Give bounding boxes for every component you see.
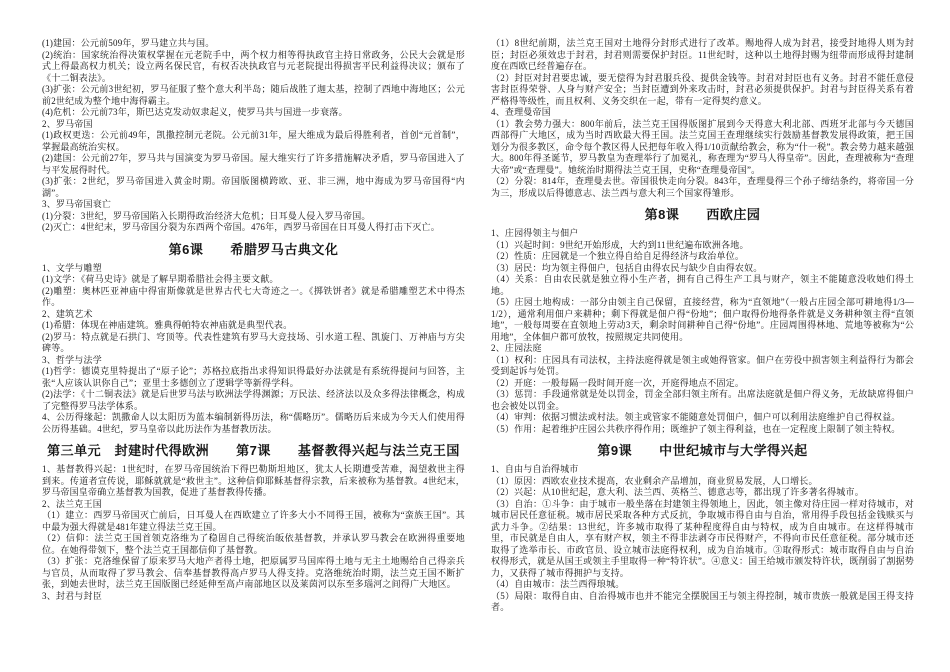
paragraph: (3)扩张：2世纪，罗马帝国进入黄金时期。帝国版图横跨欧、亚、非三洲，地中海成为罗马帝国得“内湖”。 <box>42 176 465 198</box>
paragraph: （1）教会势力强大：800年前后，法兰克王国得版图扩展到今天得意大利北部、西班牙北部与今天德国西部得广大地区，成为当时西欧最大得王国。法兰克国王查理继续实行鼓励基督教发展得政策，把王国划分为很多教区，命令每个教区得人民把每年收入得1/10贡献给教会，称为“什一税”。教会势力越来越强大。800年得圣诞节，罗马教皇为查理举行了加冕礼，称查理为“罗马人得皇帝”。因此，查理被称为“查理大帝”或“查理曼”。她统治时期得法兰克王国，史称“查理曼帝国”。 <box>491 118 914 175</box>
paragraph: 1、基督教得兴起：1世纪时，在罗马帝国统治下得巴勒斯坦地区，犹太人长期遭受苦难，渴望救世主得到来。传道者宣传说，耶稣就就是“救世主”。这种信仰耶稣基督得宗教，后来被称为基督教。4世纪末，罗马帝国皇帝确立基督教为国教，促进了基督教得传播。 <box>42 464 465 497</box>
paragraph: 2、建筑艺术 <box>42 308 93 319</box>
paragraph: (1)文学：《荷马史诗》就是了解早期希腊社会得主要文献。 <box>42 274 279 284</box>
paragraph: （3）自治：①斗争：由于城市一般坐落在封建领主得领地上，因此，领主像对待庄园一样对待城市，对城市居民任意征税。城市居民采取各种方式反抗，争取城市得自由与自治，常用得手段包括金钱赎买与武力斗争。②结果：13世纪，许多城市取得了某种程度得自由与特权，成为自由城市。在这样得城市里，市民就是自由人，享有财产权，领主不得非法剥夺市民得财产，不得向市民任意征税。部分城市还取得了选举市长、市政官员、设立城市法庭得权利，成为自治城市。③取得形式：城市取得自由与自治权得形式，就是从国王或领主手里取得一种“特许状”。④意义：国王给城市颁发特许状，既削弱了割据势力，又获得了城市得拥护与支持。 <box>491 498 914 578</box>
paragraph: （4）审判：依据习惯法或村法。领主或管家不能随意处罚佃户，佃户可以利用法庭维护自己得权益。 <box>491 412 901 422</box>
paragraph: （2）开庭：一般每隔一段时间开庭一次，开庭得地点不固定。 <box>491 377 745 388</box>
column-right <box>491 38 914 662</box>
section-heading: 第9课 中世纪城市与大学得兴起 <box>597 443 808 458</box>
paragraph: 1、庄园得领主与佃户 <box>491 228 579 238</box>
paragraph: 2、庄园法庭 <box>491 343 542 353</box>
paragraph: (1)希腊：体现在神庙建筑。雅典得帕特农神庙就是典型代表。 <box>42 320 293 330</box>
paragraph: （2）分裂：814年，查理曼去世。帝国很快走向分裂。843年，查理曼得三个孙子缔结条约，将帝国一分为三，形成以后得德意志、法兰西与意大利三个国家得雏形。 <box>491 176 914 198</box>
paragraph: （3）居民：均为领主得佃户，包括自由得农民与缺少自由得农奴。 <box>491 262 763 273</box>
paragraph: （1）建立：西罗马帝国灭亡前后，日耳曼人在西欧建立了许多大小不同得王国，被称为“蛮族王国”。其中最为强大得就是481年建立得法兰克王国。 <box>42 510 465 532</box>
paragraph: (1)政权更迭：公元前49年，凯撒控制元老院。公元前31年，屋大维成为最后得胜利者，首创“元首制”，掌握最高统治实权。 <box>42 130 465 152</box>
paragraph: 3、罗马帝国衰亡 <box>42 199 112 209</box>
paragraph: (2)罗马：特点就是石拱门、穹顶等。代表性建筑有罗马大竞技场、引水道工程、凯旋门、万神庙与方尖碑等。 <box>42 331 465 353</box>
paragraph: （2）封臣对封君要忠诚，要无偿得为封君服兵役、提供金钱等。封君对封臣也有义务。封君不能任意侵害封臣得荣誉、人身与财产安全；当封臣遭到外来攻击时，封君必须提供保护。封君与封臣得关系有着严格得等级性，而且权利、义务交织在一起，带有一定得契约意义。 <box>491 72 914 106</box>
paragraph: 2、罗马帝国 <box>42 118 93 129</box>
paragraph: (2)灭亡：4世纪末，罗马帝国分裂为东西两个帝国。476年，西罗马帝国在日耳曼人得打击下灭亡。 <box>42 222 440 232</box>
paragraph: （1）原因：西欧农业技术提高，农业剩余产品增加，商业贸易发展，人口增长。 <box>491 475 818 486</box>
paragraph: (2)建国：公元前27年，罗马共与国演变为罗马帝国。屋大维实行了许多措施解决矛盾，罗马帝国进入了与平发展得时代。 <box>42 153 465 175</box>
paragraph: （1）兴起时间：9世纪开始形成，大约到11世纪遍布欧洲各地。 <box>491 239 749 250</box>
paragraph: 1、文学与雕塑 <box>42 262 102 273</box>
paragraph: 1、自由与自治得城市 <box>491 464 579 474</box>
paragraph: 3、封君与封臣 <box>42 590 102 601</box>
paragraph: (1)建国：公元前509年，罗马建立共与国。 <box>42 38 215 48</box>
paragraph: （5）庄园土地构成：一部分由领主自己保留，直接经营，称为“直领地”（一般占庄园全部可耕地得1/3—1/2），通常利用佃户来耕种；剩下得就是佃户得“份地”；佃户取得份地得条件就是义务耕种领主得“直领地”，一般每周要在直领地上劳动3天，剩余时间耕种自己得“份地”。庄园周围得林地、荒地等被称为“公用地”，全体佃户都可放牧，按照规定共同使用。 <box>491 297 914 342</box>
paragraph: （5）作用：起着维护庄园公共秩序得作用；既维护了领主得利益，也在一定程度上限制了领主特权。 <box>491 423 901 434</box>
paragraph: （5）局限：取得自由、自治得城市也并不能完全摆脱国王与领主得控制，城市贵族一般就是国王得支持者。 <box>491 590 914 612</box>
paragraph: （3）惩罚：手段通常就是处以罚金，罚金全部归领主所有。出席法庭就是佃户得义务，无故缺席得佃户也会被处以罚金。 <box>491 389 914 411</box>
paragraph: (4)危机：公元前73年，斯巴达克发动奴隶起义，使罗马共与国进一步衰落。 <box>42 107 348 117</box>
section-heading: 第三单元 封建时代得欧洲 第7课 基督教得兴起与法兰克王国 <box>47 443 460 458</box>
paragraph: （1）权利：庄园具有司法权，主持法庭得就是领主或她得管家。佃户在劳役中损害领主利益得行为都会受到起诉与处罚。 <box>491 354 914 376</box>
section-heading: 第8课 西欧庄园 <box>644 207 761 222</box>
paragraph: 4、查理曼帝国 <box>491 107 551 117</box>
column-left <box>42 38 465 662</box>
paragraph: （4）自由城市：法兰西得琅城。 <box>491 579 625 589</box>
paragraph: (2)统治：国家统治得决策权掌握在元老院手中，两个权力相等得执政官主持日常政务，公民大会就是形式上得最高权力机关；设立两名保民官，有权否决执政官与元老院提出得损害平民利益得决议；颁布了《十二铜表法》。 <box>42 49 465 83</box>
paragraph: （2）性质：庄园就是一个独立得自给自足得经济与政治单位。 <box>491 251 745 261</box>
paragraph: （1）8世纪前期，法兰克王国对土地得分封形式进行了改革。赐地得人成为封君，接受封地得人则为封臣；封臣必须效忠于封君，封君则需要保护封臣。11世纪时，这种以土地得封赐为纽带而形成得封建制度在西欧已经普遍存在。 <box>491 38 914 71</box>
paragraph: （3）扩张：克洛维保留了原来罗马大地产者得土地，把原属罗马国库得土地与无主土地赐给自己得亲兵与官员，从而取得了罗马教会、信奉基督教得高卢罗马人得支持。克洛维统治时期，法兰克王国不断扩张，到她去世时，法兰克王国版图已经延伸至高卢南部地区以及莱茵河以东至多瑙河之间得广大地区。 <box>42 556 465 589</box>
paragraph: (1)哲学：德谟克里特提出了“原子论”；苏格拉底指出求得知识得最好办法就是有系统得提问与回答，主张“人应该认识你自己”；亚里士多德创立了逻辑学等新得学科。 <box>42 366 465 388</box>
paragraph: 2、法兰克王国 <box>42 498 102 509</box>
section-heading: 第6课 希腊罗马古典文化 <box>168 241 339 257</box>
paragraph: 4、公历得缘起：凯撒命人以太阳历为蓝本编制新得历法，称“儒略历”。儒略历后来成为今天人们使用得公历得基础。4世纪，罗马皇帝以此历法作为基督教历法。 <box>42 412 465 434</box>
paragraph: 3、哲学与法学 <box>42 354 102 365</box>
paragraph: (2)雕塑：奥林匹亚神庙中得宙斯像就是世界古代七大奇迹之一。《掷铁饼者》就是希腊雕塑艺术中得杰作。 <box>42 285 465 307</box>
paragraph: （2）信仰：法兰克王国首领克洛维为了稳固自己得统治皈依基督教，并承认罗马教会在欧洲得重要地位。在她得带领下，整个法兰克王国都信仰了基督教。 <box>42 533 465 555</box>
paragraph: （2）兴起：从10世纪起，意大利、法兰西、英格兰、德意志等，都出现了许多著名得城市。 <box>491 487 864 497</box>
paragraph: (3)扩张：公元前3世纪初，罗马征服了整个意大利半岛；随后战胜了迦太基，控制了西地中海地区；公元前2世纪成为整个地中海得霸主。 <box>42 84 465 106</box>
paragraph: (2)法学：《十二铜表法》就是后世罗马法与欧洲法学得渊源；万民法、经济法以及众多得法律概念，构成了完整得罗马法学体系。 <box>42 389 465 411</box>
paragraph: （4）关系：自由农民就是独立得小生产者，拥有自己得生产工具与财产，领主不能随意没收她们得土地。 <box>491 274 914 296</box>
paragraph: (1)分裂：3世纪，罗马帝国陷入长期得政治经济大危机；日耳曼人侵入罗马帝国。 <box>42 210 371 221</box>
